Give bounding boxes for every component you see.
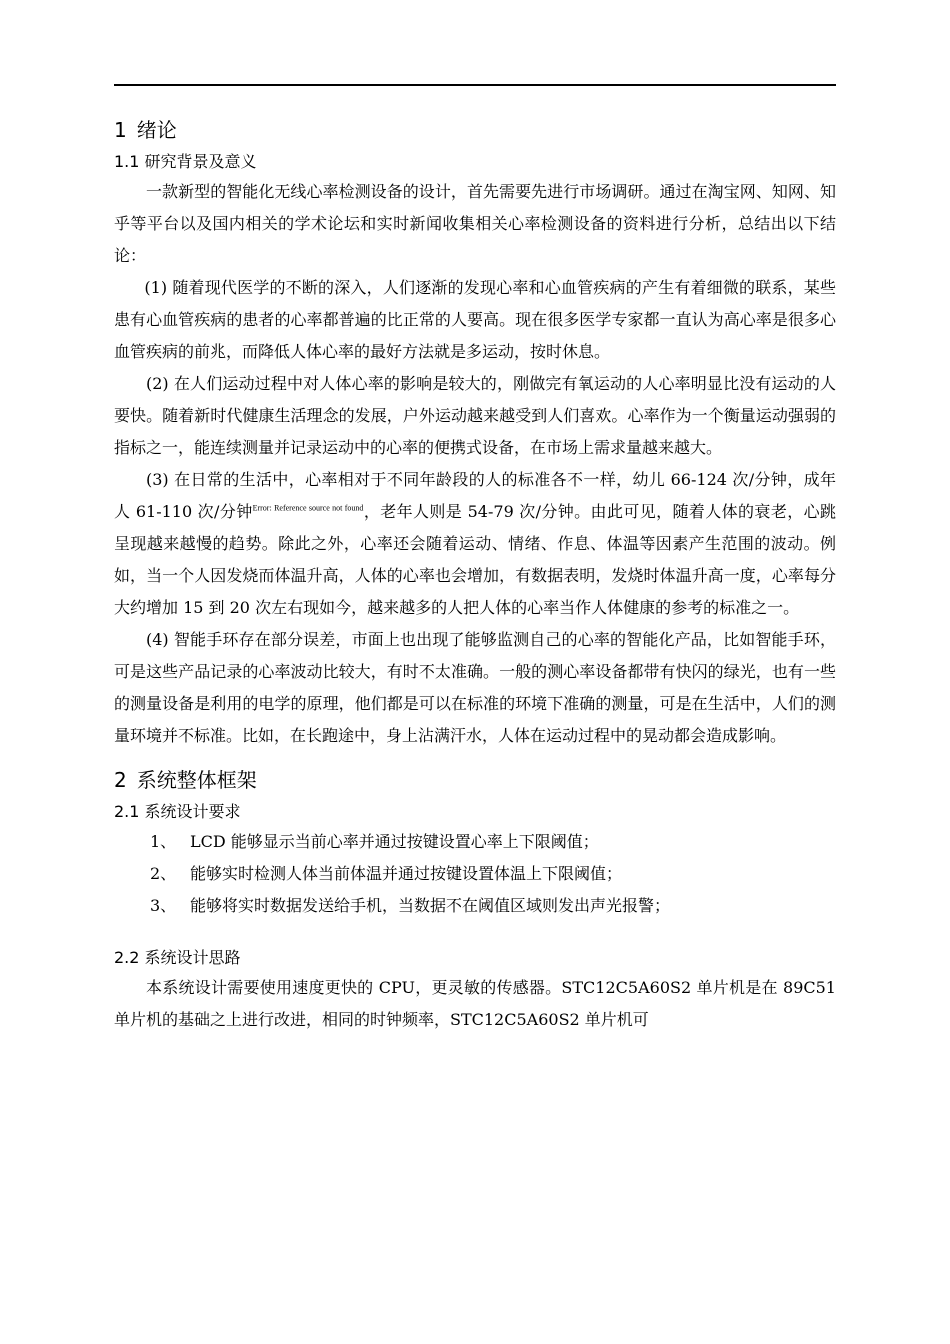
list-marker: 2、 (150, 864, 177, 883)
finding-3-text-a: (3) 在日常的生活中，心率相对于不同年龄段的人的标准各不一样，幼儿 66-124 次/分钟，成年人 61-110 次/分钟 (114, 470, 836, 521)
spacer (114, 752, 836, 762)
list-item-text: 能够将实时数据发送给手机，当数据不在阈值区域则发出声光报警； (190, 896, 671, 915)
list-item-text: 能够实时检测人体当前体温并通过按键设置体温上下限阈值； (190, 864, 623, 883)
subsection-2-2-heading: 2.2 系统设计思路 (114, 948, 241, 967)
finding-3-paragraph (114, 464, 836, 624)
list-item (114, 858, 836, 890)
finding-4-paragraph: (4) 智能手环存在部分误差，市面上也出现了能够监测自己的心率的智能化产品，比如智能手环，可是这些产品记录的心率波动比较大，有时不太准确。一般的测心率设备都带有快闪的绿光，也有一些的测量设备是利用的电学的原理，他们都是可以在标准的环境下准确的测量，可是在生活中，人们的测量环境并不标准。比如，在长跑途中，身上沾满汗水，人体在运动过程中的晃动都会造成影响。 (114, 630, 836, 745)
subsection-1-1-heading: 1.1 研究背景及意义 (114, 152, 257, 171)
header-rule (114, 84, 836, 86)
page-content (114, 112, 836, 1036)
intro-paragraph: 一款新型的智能化无线心率检测设备的设计，首先需要先进行市场调研。通过在淘宝网、知网、知乎等平台以及国内相关的学术论坛和实时新闻收集相关心率检测设备的资料进行分析，总结出以下结论： (114, 182, 836, 265)
list-item-text: LCD 能够显示当前心率并通过按键设置心率上下限阈值； (190, 832, 599, 851)
section-1-title: 绪论 (136, 118, 177, 142)
section-2-title: 系统整体框架 (136, 768, 257, 792)
spacer (114, 922, 836, 944)
list-marker: 1、 (150, 832, 177, 851)
subsection-2-1-heading: 2.1 系统设计要求 (114, 802, 241, 821)
section-1-number: 1 (114, 118, 127, 142)
list-marker: 3、 (150, 896, 177, 915)
requirements-list (114, 826, 836, 922)
finding-1-paragraph: (1) 随着现代医学的不断的深入，人们逐渐的发现心率和心血管疾病的产生有着细微的联系，某些患有心血管疾病的患者的心率都普遍的比正常的人要高。现在很多医学专家都一直认为高心率是很多心血管疾病的前兆，而降低人体心率的最好方法就是多运动，按时休息。 (114, 278, 836, 361)
section-1-heading (114, 112, 836, 148)
section-2-heading (114, 762, 836, 798)
section-2-number: 2 (114, 768, 127, 792)
finding-2-paragraph: (2) 在人们运动过程中对人体心率的影响是较大的，刚做完有氧运动的人心率明显比没有运动的人要快。随着新时代健康生活理念的发展，户外运动越来越受到人们喜欢。心率作为一个衡量运动强弱的指标之一，能连续测量并记录运动中的心率的便携式设备，在市场上需求量越来越大。 (114, 374, 836, 457)
list-item (114, 890, 836, 922)
finding-3-text-b: ，老年人则是 54-79 次/分钟。由此可见，随着人体的衰老，心跳呈现越来越慢的趋势。除此之外，心率还会随着运动、情绪、作息、体温等因素产生范围的波动。例如，当一个人因发烧而体温升高，人体的心率也会增加，有数据表明，发烧时体温升高一度，心率每分大约增加 15 到 20 次左右现如今，越来越多的人把人体的心率当作人体健康的参考的标准之一。 (114, 502, 836, 617)
list-item (114, 826, 836, 858)
reference-error-note: Error: Reference source not found (252, 503, 364, 513)
design-approach-paragraph: 本系统设计需要使用速度更快的 CPU，更灵敏的传感器。STC12C5A60S2 单片机是在 89C51 单片机的基础之上进行改进，相同的时钟频率，STC12C5A60S2 单片机可 (114, 978, 836, 1029)
